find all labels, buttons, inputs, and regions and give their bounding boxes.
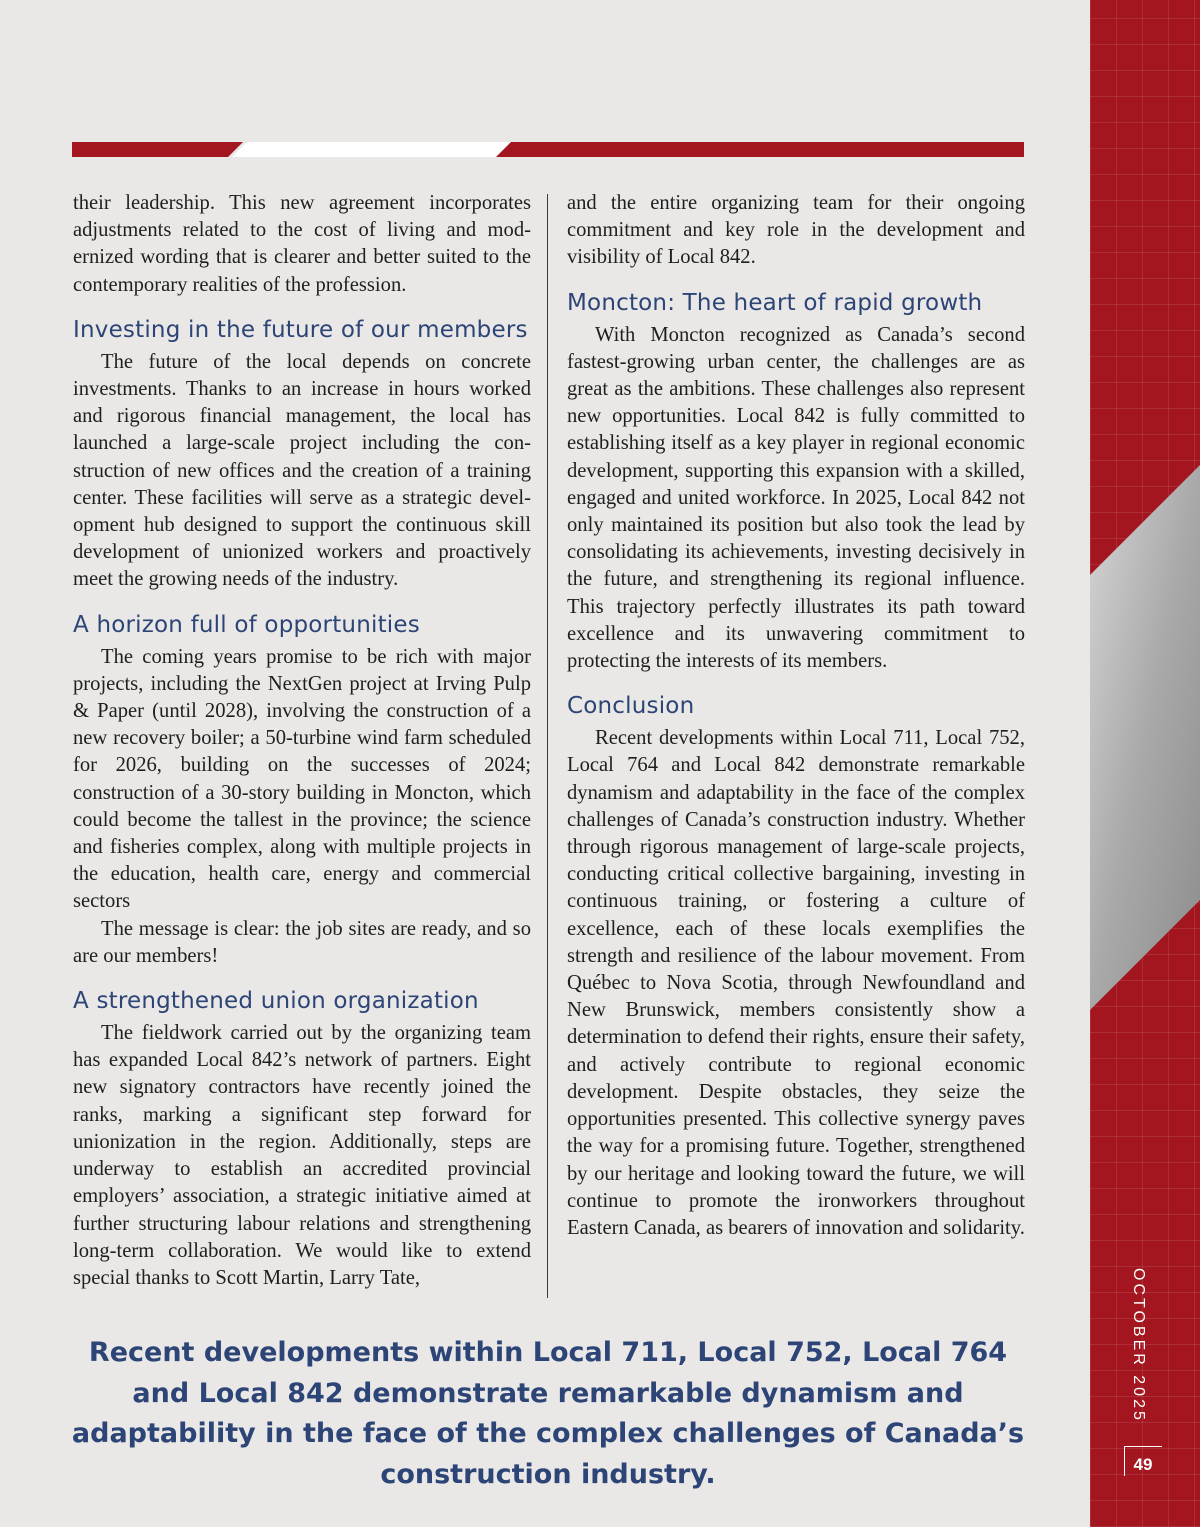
intro-paragraph: their leadership. This new agreement incorporates adjustments related to the cost of living and modernized wording that is clearer and better suited to the contemporary realities of the profession. (73, 192, 531, 296)
paragraph-message: The message is clear: the job sites are ready, and so are our members! (73, 917, 531, 967)
column-divider (547, 194, 548, 1298)
section-heading-moncton: Moncton: The heart of rapid growth (567, 289, 983, 316)
page-number: 49 (1133, 1455, 1153, 1474)
continuation-paragraph: and the entire organizing team for their ongoing commitment and key role in the development and visibility of Local 842. (567, 192, 1025, 269)
section-heading-horizon: A horizon full of opportunities (73, 611, 420, 638)
top-decorative-bar (72, 142, 1024, 158)
section-heading-union-organization: A strengthened union organization (73, 988, 479, 1015)
paragraph-moncton: With Moncton recognized as Canada’s second fastest-growing urban center, the challenges are as great as the ambitions. These challenges also represent new opportunities. Local 842 is fully committed to establishing itself as a key player in regional economic development, supporting this expansion with a skilled, engaged and united workforce. In 2025, Local 842 not only maintained its position but also took the lead by consolidating its achievements, investing decisively in the future, and strengthening its regional influence. This trajectory perfectly illustrates its path toward excellence and its unwavering commitment to protecting the interests of its members. (567, 323, 1025, 673)
page-number-rule (1124, 1446, 1162, 1447)
issue-date-label: OCTOBER 2025 (1130, 1268, 1147, 1423)
section-heading-investing: Investing in the future of our members (73, 316, 528, 343)
paragraph-union-organization: The fieldwork carried out by the organizing team has expanded Local 842’s network of partners. Eight new signatory contractors have recently joined the ranks, marking a significant step forward for unionization in the region. Additionally, steps are underway to establish an accredited provincial employers’ association, a strategic initiative aimed at further structuring labour relations and strengthening long-term collaboration. We would like to extend special thanks to Scott Martin, Larry Tate, (73, 1022, 531, 1289)
section-heading-conclusion: Conclusion (567, 693, 695, 720)
right-column (567, 190, 1025, 1242)
pull-quote: Recent developments within Local 711, Local 752, Local 764 and Local 842 demonstrate remarkable dynamism and adaptability in the face of the complex challenges of Canada’s construction industry. (71, 1337, 1025, 1490)
paragraph-horizon: The coming years promise to be rich with major projects, including the NextGen project at Irving Pulp & Paper (until 2028), involving the construction of a new recovery boiler; a 50-turbine wind farm scheduled for 2026, building on the successes of 2024; construction of a 30-story building in Moncton, which could become the tallest in the province; the science and fisheries complex, along with multiple projects in the education, health care, energy and commercial sectors (73, 645, 531, 913)
paragraph-investing: The future of the local depends on concrete investments. Thanks to an increase in hours worked and rigorous financial management, the local has launched a large-scale project including the construction of new offices and the creation of a training center. These facilities will serve as a strategic development hub designed to support the continuous skill development of unionized workers and proactively meet the growing needs of the industry. (73, 350, 531, 591)
left-column (73, 190, 531, 1292)
paragraph-conclusion: Recent developments within Local 711, Local 752, Local 764 and Local 842 demonstrate remarkable dynamism and adaptability in the face of the complex challenges of Canada’s construction industry. Whether through rigorous management of large-scale projects, conducting critical collective bargaining, investing in continuous training, or fostering a culture of excellence, each of these locals exemplifies the strength and resilience of the labour movement. From Québec to Nova Scotia, through Newfoundland and New Brunswick, members consistently show a determination to defend their rights, ensure their safety, and actively contribute to regional economic development. Despite obstacles, they seize the opportunities presented. This collective synergy paves the way for a promising future. Together, strengthened by our heritage and looking toward the future, we will continue to promote the ironworkers throughout Eastern Canada, as bearers of innovation and solidarity. (567, 727, 1025, 1239)
